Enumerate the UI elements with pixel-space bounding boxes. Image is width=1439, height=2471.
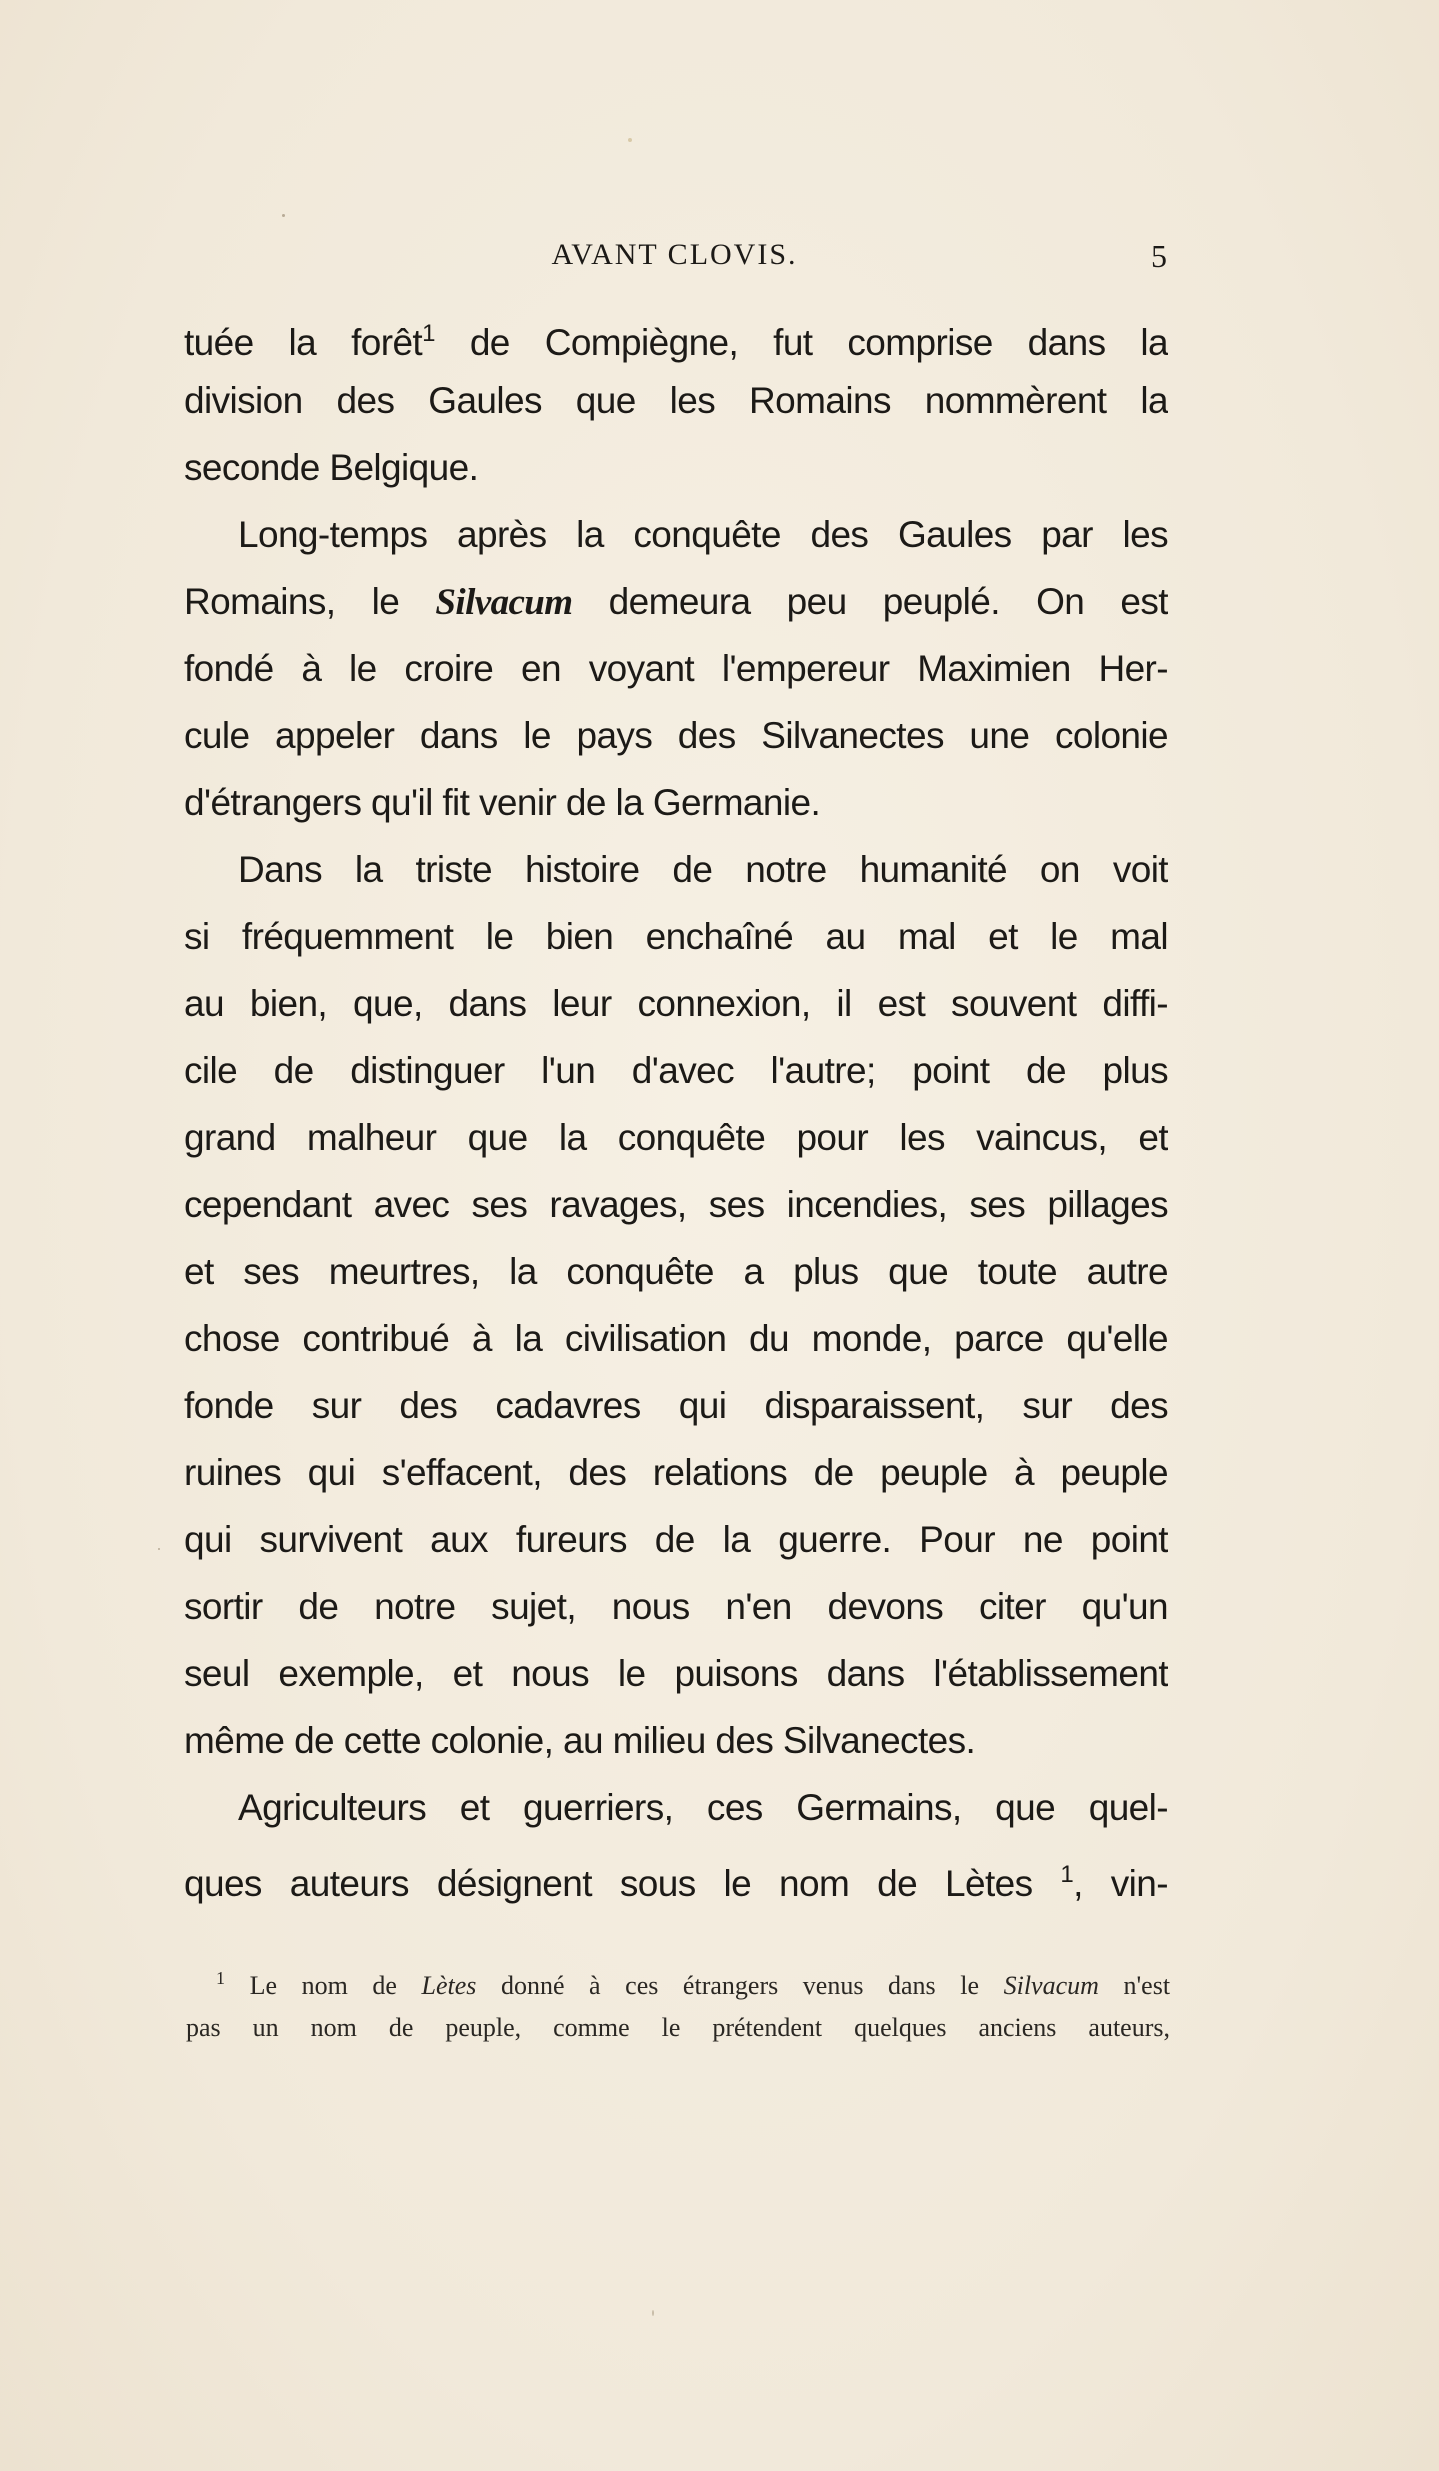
- paper-speck: [652, 2310, 654, 2316]
- text-line: Dans la triste histoire de notre humanité on voit: [238, 849, 1168, 890]
- text-line: Long-temps après la conquête des Gaules par les: [238, 514, 1168, 555]
- text-line: au bien, que, dans leur connexion, il est souvent diffi-: [184, 983, 1168, 1024]
- footnote-ref: 1: [422, 320, 435, 347]
- text-line: seconde Belgique.: [184, 447, 479, 488]
- text-line: si fréquemment le bien enchaîné au mal et le mal: [184, 916, 1168, 957]
- text-line: même de cette colonie, au milieu des Silvanectes.: [184, 1720, 976, 1761]
- footnote-line: $^1$ Le nom de Lètes donné à ces étrangers venus dans le Silvacum n'est: [216, 1968, 1170, 2000]
- text-line: cependant avec ses ravages, ses incendies, ses pillages: [184, 1184, 1168, 1225]
- paper-speck: [628, 138, 632, 142]
- italic-term: Silvacum: [435, 582, 573, 623]
- text-line: chose contribué à la civilisation du monde, parce qu'elle: [184, 1318, 1168, 1359]
- footnote-italic-term: Silvacum: [1003, 1971, 1099, 2000]
- text-line: Romains, le Silvacum demeura peu peuplé. On est: [184, 581, 1168, 623]
- text-line: qui survivent aux fureurs de la guerre. Pour ne point: [184, 1519, 1168, 1560]
- footnotes: [186, 1953, 1170, 2053]
- text-line: seul exemple, et nous le puisons dans l'établissement: [184, 1653, 1168, 1694]
- text-line: d'étrangers qu'il fit venir de la Germanie.: [184, 782, 821, 823]
- footnote-ref: 1: [1060, 1861, 1074, 1888]
- text-line: fondé à le croire en voyant l'empereur Maximien Her-: [184, 648, 1168, 689]
- text-line: Agriculteurs et guerriers, ces Germains, que quel-: [238, 1787, 1168, 1828]
- text-line: et ses meurtres, la conquête a plus que toute autre: [184, 1251, 1168, 1292]
- text-line: ruines qui s'effacent, des relations de peuple à peuple: [184, 1452, 1168, 1493]
- text-line: tuée la forêt$^1$ de Compiègne, fut comprise dans la: [184, 320, 1168, 363]
- paper-speck: [282, 214, 285, 217]
- text-line: fonde sur des cadavres qui disparaissent, sur des: [184, 1385, 1168, 1426]
- footnote-line: pas un nom de peuple, comme le prétendent quelques anciens auteurs,: [186, 2013, 1170, 2042]
- text-line: cule appeler dans le pays des Silvanectes une colonie: [184, 715, 1168, 756]
- text-line: cile de distinguer l'un d'avec l'autre; point de plus: [184, 1050, 1168, 1091]
- paper-speck: [158, 1548, 160, 1550]
- text-line: sortir de notre sujet, nous n'en devons citer qu'un: [184, 1586, 1168, 1627]
- text-line: division des Gaules que les Romains nommèrent la: [184, 380, 1168, 421]
- running-head: AVANT CLOVIS.: [551, 238, 798, 271]
- page-number: 5: [1151, 238, 1167, 274]
- text-line: grand malheur que la conquête pour les vaincus, et: [184, 1117, 1168, 1158]
- page-header: [182, 232, 1167, 282]
- body-text: [184, 300, 1168, 1908]
- footnote-marker: 1: [216, 1968, 225, 1988]
- text-line: ques auteurs désignent sous le nom de Lètes $^1$, vin-: [184, 1861, 1168, 1904]
- footnote-italic-term: Lètes: [421, 1971, 477, 2000]
